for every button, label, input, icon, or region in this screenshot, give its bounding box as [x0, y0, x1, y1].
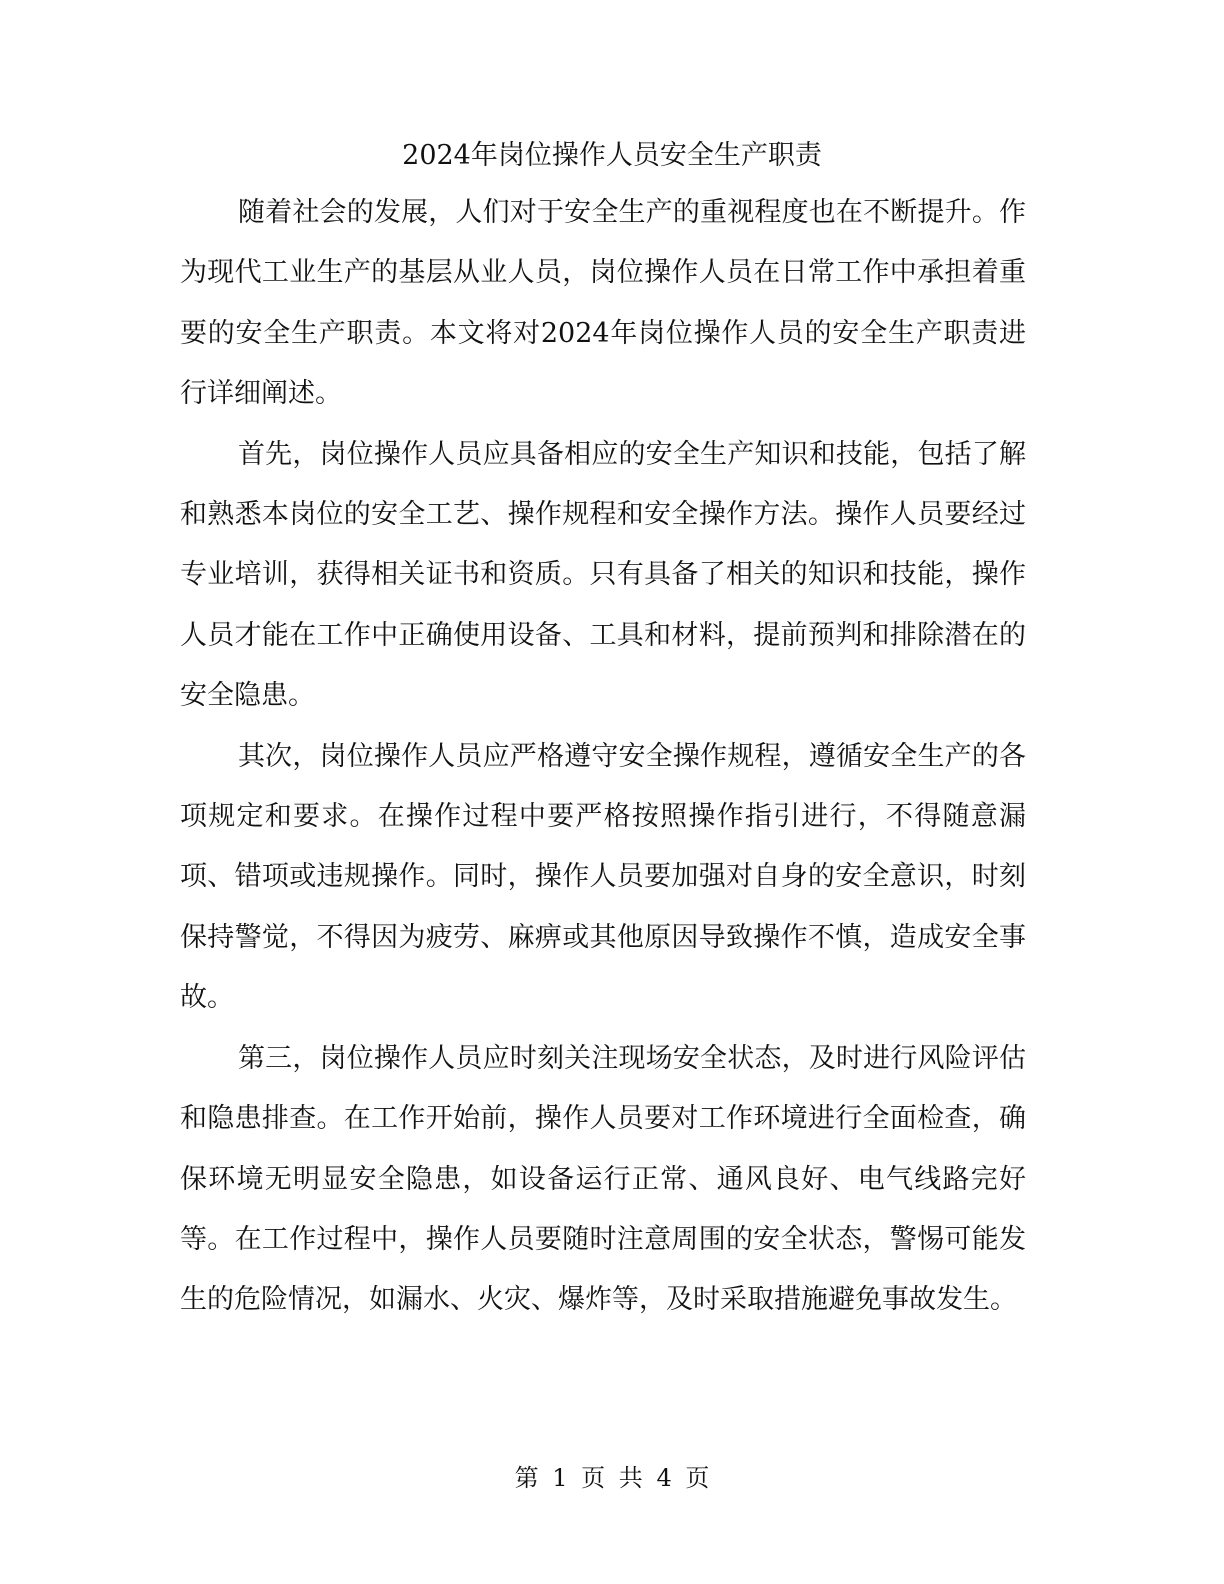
paragraph-second: 其次，岗位操作人员应严格遵守安全操作规程，遵循安全生产的各项规定和要求。在操作过程中要严格按照操作指引进行，不得随意漏项、错项或违规操作。同时，操作人员要加强对自身的安全意识，时刻保持警觉，不得因为疲劳、麻痹或其他原因导致操作不慎，造成安全事故。	[180, 740, 1026, 1014]
document-title: 2024年岗位操作人员安全生产职责	[402, 140, 822, 171]
paragraph-first: 首先，岗位操作人员应具备相应的安全生产知识和技能，包括了解和熟悉本岗位的安全工艺、操作规程和安全操作方法。操作人员要经过专业培训，获得相关证书和资质。只有具备了相关的知识和技能，操作人员才能在工作中正确使用设备、工具和材料，提前预判和排除潜在的安全隐患。	[180, 438, 1026, 712]
document-body	[180, 183, 1026, 1331]
page-number-footer: 第 1 页 共 4 页	[514, 1464, 710, 1492]
paragraph-intro: 随着社会的发展，人们对于安全生产的重视程度也在不断提升。作为现代工业生产的基层从业人员，岗位操作人员在日常工作中承担着重要的安全生产职责。本文将对2024年岗位操作人员的安全生产职责进行详细阐述。	[180, 197, 1026, 410]
paragraph-third: 第三，岗位操作人员应时刻关注现场安全状态，及时进行风险评估和隐患排查。在工作开始前，操作人员要对工作环境进行全面检查，确保环境无明显安全隐患，如设备运行正常、通风良好、电气线路完好等。在工作过程中，操作人员要随时注意周围的安全状态，警惕可能发生的危险情况，如漏水、火灾、爆炸等，及时采取措施避免事故发生。	[180, 1042, 1026, 1316]
